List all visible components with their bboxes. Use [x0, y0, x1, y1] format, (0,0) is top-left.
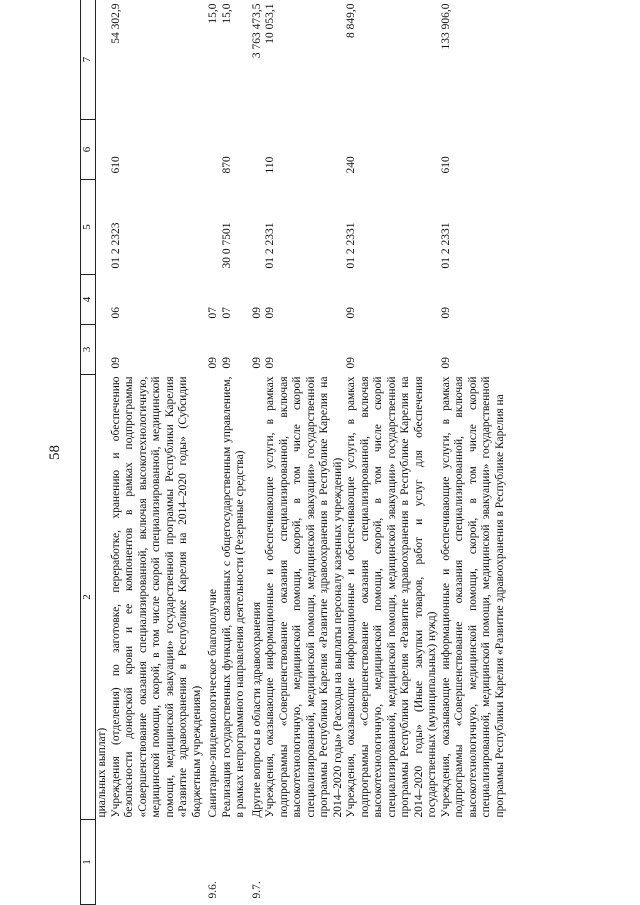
table-row — [204, 0, 221, 905]
row-target-article — [204, 180, 221, 275]
row-section-code: 09 — [220, 357, 233, 369]
row-section-code: 09 — [345, 357, 357, 369]
row-target-article: 01 2 2331 — [439, 222, 452, 269]
row-section-code: 09 — [109, 357, 122, 369]
rotated-page — [80, 0, 605, 905]
row-expense-type: 610 — [109, 156, 122, 174]
row-expense-type — [204, 120, 221, 180]
row-description: Учреждения (отделения) по заготовке, переработке, хранению и обеспечению безопасности донорской крови и ее компонентов в рамках подпрограммы «Совершенствование оказания специализированной, включая высокотехнологичную, медицинской помощи, скорой, в том числе скорой специализированной, медицинской помощи, медицинской эвакуации» государственной программы Республики Карелия «Развитие здравоохранения в Республике Карелия на 2014–2020 годы» (Субсидии бюджетным учреждениям) — [109, 376, 203, 818]
row-amount: 133 906,0 — [439, 3, 452, 50]
row-subsection-code: 09 — [345, 307, 357, 319]
row-subsection-code: 09 — [439, 307, 452, 319]
row-expense-type: 110 — [264, 156, 276, 174]
header-col-5: 5 — [81, 180, 96, 275]
table-row — [110, 0, 205, 905]
row-amount: 15,0 — [220, 3, 233, 24]
table-header-row — [81, 0, 96, 905]
row-description: Санитарно-эпидемиологическое благополучие — [207, 589, 219, 818]
row-target-article: 30 0 7501 — [220, 222, 233, 269]
row-section-code: 09 — [439, 357, 452, 369]
row-subsection-code: 07 — [207, 307, 219, 319]
row-description: Реализация государственных функций, связанных с общегосударственным управлением, в рамках непрограммного направления деятельности (Резервные средства) — [220, 376, 246, 818]
row-subsection-code: 09 — [250, 307, 263, 319]
row-number — [345, 820, 440, 905]
table-row — [440, 0, 508, 905]
row-expense-type — [96, 120, 110, 180]
row-target-article: 01 2 2323 — [109, 222, 122, 269]
row-section-code — [96, 325, 110, 375]
row-subsection-code — [96, 275, 110, 325]
header-col-1: 1 — [81, 820, 96, 905]
row-target-article — [96, 180, 110, 275]
row-number — [110, 820, 205, 905]
budget-table — [80, 0, 507, 905]
row-amount — [96, 0, 110, 120]
header-col-3: 3 — [81, 325, 96, 375]
row-number — [440, 820, 508, 905]
rotated-content — [80, 0, 605, 905]
row-subsection-code: 06 — [109, 307, 122, 319]
row-subsection-code: 09 — [264, 307, 276, 319]
row-expense-type: 610 — [439, 156, 452, 174]
row-amount: 3 763 473,5 — [250, 3, 263, 59]
row-expense-type: 870 — [220, 156, 233, 174]
row-description: Учреждения, оказывающие информационные и обеспечивающие услуги, в рамках подпрограммы «Совершенствование оказания специализированной, включая высокотехнологичную, медицинской помощи, скорой, в том числе скорой специализированной, медицинской помощи, медицинской эвакуации» государственной программы Республики Карелия «Развитие здравоохранения в Республике Карелия на 2014–2020 годы» (Иные закупки товаров, работ и услуг для обеспечения государственных (муниципальных) нужд) — [345, 376, 438, 818]
row-description: Другие вопросы в области здравоохранения — [250, 602, 263, 818]
row-amount: 8 849,0 — [345, 3, 357, 38]
header-col-4: 4 — [81, 275, 96, 325]
row-target-article: 01 2 2331 — [345, 222, 357, 269]
row-section-code: 09 — [207, 357, 219, 369]
row-expense-type — [248, 120, 265, 180]
row-amount: 10 053,1 — [264, 3, 276, 44]
row-section-code: 09 — [264, 357, 276, 369]
row-description: циальных выплат) — [96, 727, 108, 818]
row-subsection-code: 07 — [220, 307, 233, 319]
row-section-code: 09 — [250, 357, 263, 369]
row-description: Учреждения, оказывающие информационные и обеспечивающие услуги, в рамках подпрограммы «Совершенствование оказания специализированной, включая высокотехнологичную, медицинской помощи, скорой, в том числе скорой специализированной, медицинской помощи, медицинской эвакуации» государственной программы Республики Карелия «Развитие здравоохранения в Республике Карелия на 2014–2020 годы» (Расходы на выплаты персоналу казенных учреждений) — [264, 376, 344, 818]
table-row — [345, 0, 440, 905]
row-number: 9.6. — [207, 881, 219, 899]
header-col-6: 6 — [81, 120, 96, 180]
header-col-7: 7 — [81, 0, 96, 120]
table-row — [264, 0, 345, 905]
row-description: Учреждения, оказывающие информационные и обеспечивающие услуги, в рамках подпрограммы «Совершенствование оказания специализированной, включая высокотехнологичную, медицинской помощи, скорой, в том числе скорой специализированной, медицинской помощи, медицинской эвакуации» государственной программы Республики Карелия «Развитие здравоохранения в Республике Карелия на — [439, 376, 506, 818]
table-row — [248, 0, 265, 905]
row-amount: 15,0 — [207, 3, 219, 24]
row-amount: 54 302,9 — [109, 3, 122, 44]
row-expense-type: 240 — [345, 156, 357, 174]
row-number — [221, 820, 248, 905]
row-target-article — [248, 180, 265, 275]
table-row — [221, 0, 248, 905]
row-number — [264, 820, 345, 905]
header-col-2: 2 — [81, 375, 96, 820]
row-number — [96, 820, 110, 905]
row-target-article: 01 2 2331 — [264, 222, 276, 269]
page-number: 58 — [46, 445, 63, 460]
table-row — [96, 0, 110, 905]
row-number: 9.7. — [250, 881, 263, 899]
